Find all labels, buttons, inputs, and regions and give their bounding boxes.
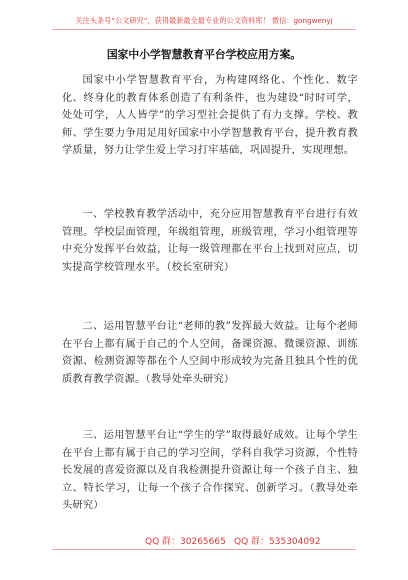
header-promo-text: 关注头条号“公文研究”，获得最新最全最专业的公文资料库！ 微信：gongwenyj [75,16,333,25]
paragraph-teacher-teaching: 二、运用智慧平台让“老师的教”发挥最大效益。让每个老师在平台上都有属于自己的个人空间，备课资源、微课资源、训练资源、检测资源等都在个人空间中形成较为完备且独具个性的优质教育教学资源。（教导处牵头研究） [62,321,358,385]
document-title: 国家中小学智慧教育平台学校应用方案。 [106,48,302,61]
paragraph-school-management: 一、学校教育教学活动中，充分应用智慧教育平台进行有效管理。学校层面管理，年级组管理，班级管理，学习小组管理等中充分发挥平台效益，让每一级管理都在平台上找到对应点，切实提高学校管理水平。（校长室研究） [62,209,358,273]
footer-qq-group-left: QQ 群：30265665 [145,537,226,547]
header-divider [52,29,356,30]
paragraph-student-learning: 三、运用智慧平台让“学生的学”取得最好成效。让每个学生在平台上都有属于自己的学习空间，学科自我学习资源，个性特长发展的喜爱资源以及自我检测提升资源让每一个孩子自主、独立、特长学习，让每一个孩子合作探究、创新学习。（教导处牵头研究） [62,430,358,512]
footer-contact [0,535,408,549]
footer-qq-group-right: QQ 群：535304092 [234,537,321,547]
paragraph-intro: 国家中小学智慧教育平台，为构建网络化、个性化、数字化、终身化的教育体系创造了有利条件，也为建设“时时可学，处处可学，人人皆学”的学习型社会提供了有力支撑。学校、教师、学生要力争用足用好国家中小学智慧教育平台，提升教育教学质量，努力让学生爱上学习打牢基础，巩固提升，实现理想。 [62,75,358,157]
footer-divider [52,549,356,550]
